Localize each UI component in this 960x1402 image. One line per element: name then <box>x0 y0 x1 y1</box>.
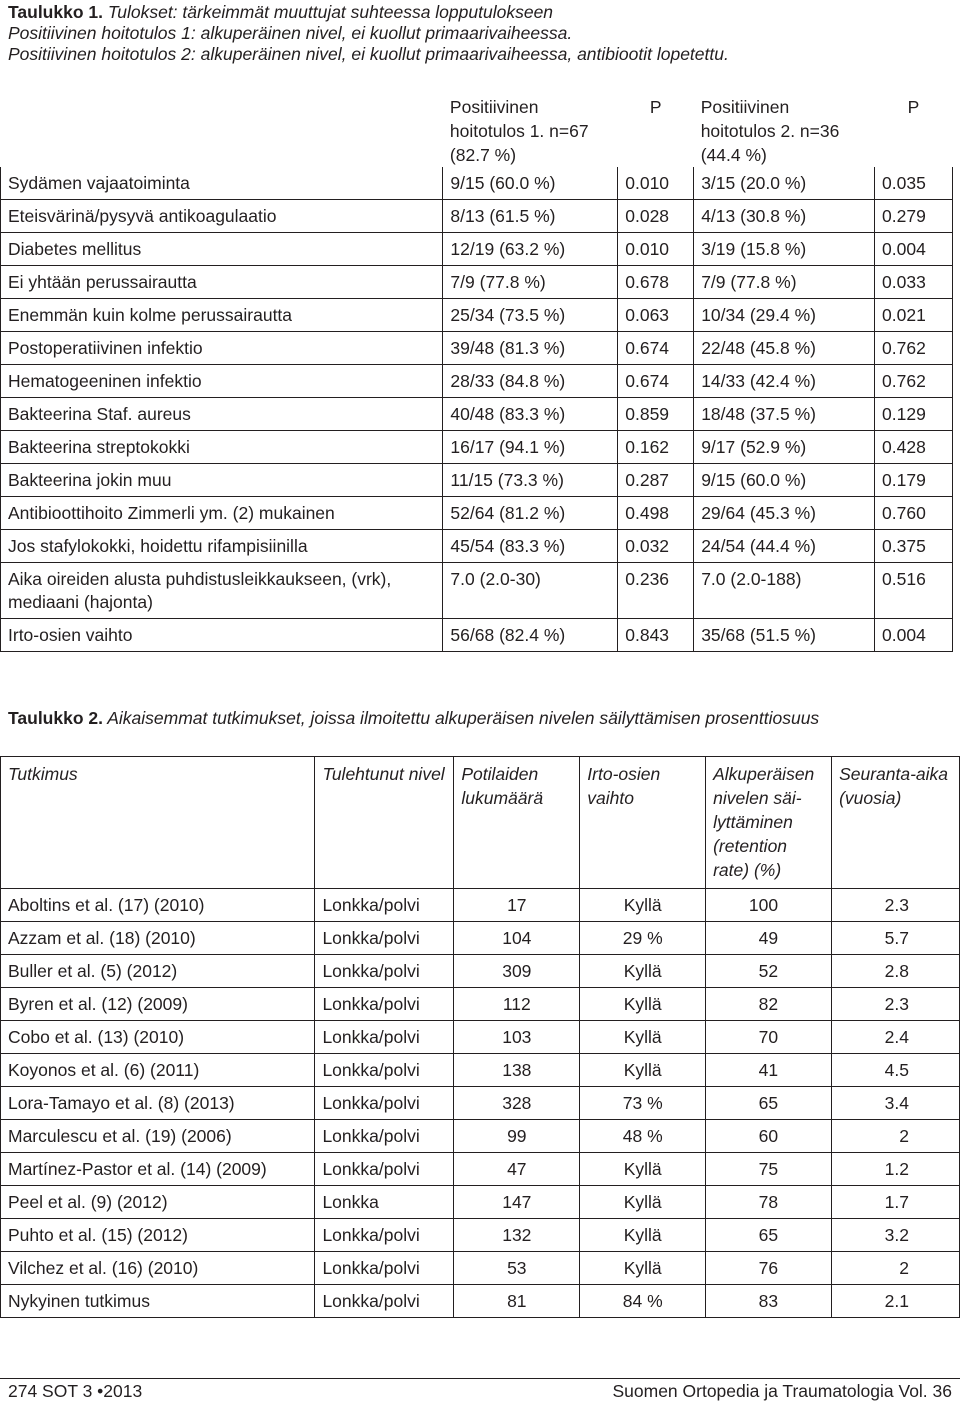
table1-value-cell: 0.843 <box>618 619 694 652</box>
footer-right: Suomen Ortopedia ja Traumatologia Vol. 36 <box>612 1381 952 1401</box>
table1-value-cell: 29/64 (45.3 %) <box>694 497 875 530</box>
table2-value-cell: 103 <box>454 1021 580 1054</box>
table2-value-cell: Kyllä <box>580 1219 706 1252</box>
table2-value-cell: 112 <box>454 988 580 1021</box>
table2-value-cell: 2.3 <box>832 889 960 922</box>
table1-row <box>1 266 953 299</box>
table1-value-cell: 22/48 (45.8 %) <box>694 332 875 365</box>
table1-value-cell: 0.287 <box>618 464 694 497</box>
table2-value-cell: Kyllä <box>580 889 706 922</box>
table1-value-cell: 18/48 (37.5 %) <box>694 398 875 431</box>
table2-study-cell: Aboltins et al. (17) (2010) <box>1 889 315 922</box>
table1-value-cell: 0.162 <box>618 431 694 464</box>
table2-value-cell: 65 <box>706 1087 832 1120</box>
results-table <box>0 92 953 652</box>
table2-value-cell: Lonkka/polvi <box>315 1252 454 1285</box>
table2-study-cell: Cobo et al. (13) (2010) <box>1 1021 315 1054</box>
table2-value-cell: 47 <box>454 1153 580 1186</box>
table1-caption-line3: Positiivinen hoitotulos 2: alkuperäinen nivel, ei kuollut primaarivaiheessa, antibiootit lopetettu. <box>8 44 729 64</box>
table2-study-cell: Marculescu et al. (19) (2006) <box>1 1120 315 1153</box>
table1-header-cell: Positiivinen hoitotulos 1. n=67 (82.7 %) <box>449 97 589 165</box>
table1-row-label: Antibioottihoito Zimmerli ym. (2) mukainen <box>1 497 443 530</box>
table1-value-cell: 0.428 <box>875 431 953 464</box>
table1-caption-line2: Positiivinen hoitotulos 1: alkuperäinen nivel, ei kuollut primaarivaiheessa. <box>8 23 573 43</box>
table1-value-cell: 8/13 (61.5 %) <box>443 200 618 233</box>
table2-value-cell: 49 <box>706 922 832 955</box>
table2-study-cell: Lora-Tamayo et al. (8) (2013) <box>1 1087 315 1120</box>
table1-row <box>1 464 953 497</box>
table2-value-cell: Lonkka/polvi <box>315 1153 454 1186</box>
table2-value-cell: 99 <box>454 1120 580 1153</box>
table1-caption-text: Tulokset: tärkeimmät muuttujat suhteessa lopputulokseen <box>102 2 554 22</box>
table1-row-label: Aika oireiden alusta puhdistusleikkaukseen, (vrk), mediaani (hajonta) <box>1 563 443 619</box>
table2-row <box>1 1021 960 1054</box>
table1-row-label: Jos stafylokokki, hoidettu rifampisiinilla <box>1 530 443 563</box>
table2-caption-label: Taulukko 2. <box>8 708 103 728</box>
table2-value-cell: 3.4 <box>832 1087 960 1120</box>
table2-study-cell: Byren et al. (12) (2009) <box>1 988 315 1021</box>
table2-study-cell: Martínez-Pastor et al. (14) (2009) <box>1 1153 315 1186</box>
table1-value-cell: 7/9 (77.8 %) <box>443 266 618 299</box>
table1-value-cell: 3/19 (15.8 %) <box>694 233 875 266</box>
table1-header-cell: Positiivinen hoitotulos 2. n=36 (44.4 %) <box>700 97 840 165</box>
table2-value-cell: Kyllä <box>580 1252 706 1285</box>
table2-row <box>1 889 960 922</box>
table2-row <box>1 1285 960 1318</box>
table2-value-cell: 53 <box>454 1252 580 1285</box>
table1-value-cell: 0.010 <box>618 167 694 200</box>
table1-value-cell: 0.129 <box>875 398 953 431</box>
table2-value-cell: Lonkka/polvi <box>315 988 454 1021</box>
table2-header-cell: Seuranta-aika (vuosia) <box>832 757 960 889</box>
footer-rule <box>0 1378 960 1379</box>
table1-value-cell: 56/68 (82.4 %) <box>443 619 618 652</box>
table1-value-cell: 3/15 (20.0 %) <box>694 167 875 200</box>
table1-value-cell: 4/13 (30.8 %) <box>694 200 875 233</box>
table2-header-cell: Alkuperäisen nivelen säi-lyttäminen (retention rate) (%) <box>706 757 832 889</box>
table2-value-cell: 138 <box>454 1054 580 1087</box>
table1-value-cell: 24/54 (44.4 %) <box>694 530 875 563</box>
table2-header-row <box>1 757 960 889</box>
table1-value-cell: 9/15 (60.0 %) <box>694 464 875 497</box>
table2-value-cell: 70 <box>706 1021 832 1054</box>
table2-value-cell: Kyllä <box>580 988 706 1021</box>
table2-value-cell: 328 <box>454 1087 580 1120</box>
table1-header-cell <box>1 92 443 167</box>
table2-value-cell: 17 <box>454 889 580 922</box>
table1-row-label: Postoperatiivinen infektio <box>1 332 443 365</box>
table2-value-cell: 3.2 <box>832 1219 960 1252</box>
table2-header-cell: Potilaiden lukumäärä <box>454 757 580 889</box>
table1-value-cell: 10/34 (29.4 %) <box>694 299 875 332</box>
table2-value-cell: Lonkka/polvi <box>315 1219 454 1252</box>
table1-value-cell: 35/68 (51.5 %) <box>694 619 875 652</box>
table1-value-cell: 0.678 <box>618 266 694 299</box>
table1-value-cell: 25/34 (73.5 %) <box>443 299 618 332</box>
table1-row-label: Hematogeeninen infektio <box>1 365 443 398</box>
table1-header-row <box>1 92 953 167</box>
table1-value-cell: 16/17 (94.1 %) <box>443 431 618 464</box>
table2-value-cell: 104 <box>454 922 580 955</box>
table2-value-cell: 2 <box>832 1252 960 1285</box>
table1-value-cell: 7.0 (2.0-30) <box>443 563 618 619</box>
table2-row <box>1 955 960 988</box>
table2-value-cell: 52 <box>706 955 832 988</box>
table2-value-cell: 1.7 <box>832 1186 960 1219</box>
table2-value-cell: 147 <box>454 1186 580 1219</box>
table2-value-cell: Lonkka/polvi <box>315 1087 454 1120</box>
table2-header-cell: Irto-osien vaihto <box>580 757 706 889</box>
table1-value-cell: 0.674 <box>618 365 694 398</box>
table1-value-cell: 0.762 <box>875 365 953 398</box>
table1-caption-label: Taulukko 1. <box>8 2 103 22</box>
table2-header-cell: Tutkimus <box>1 757 315 889</box>
table2-study-cell: Vilchez et al. (16) (2010) <box>1 1252 315 1285</box>
table2-value-cell: 48 % <box>580 1120 706 1153</box>
table1-row-label: Bakteerina jokin muu <box>1 464 443 497</box>
table2-value-cell: Lonkka/polvi <box>315 1120 454 1153</box>
table1-value-cell: 0.674 <box>618 332 694 365</box>
table1-row-label: Ei yhtään perussairautta <box>1 266 443 299</box>
table1-caption <box>8 2 729 65</box>
table1-value-cell: 0.033 <box>875 266 953 299</box>
table1-value-cell: 14/33 (42.4 %) <box>694 365 875 398</box>
table1-row-label: Diabetes mellitus <box>1 233 443 266</box>
table2-row <box>1 1219 960 1252</box>
table2-row <box>1 922 960 955</box>
table2-value-cell: 5.7 <box>832 922 960 955</box>
table1-header-cell: P <box>907 97 920 117</box>
table2-study-cell: Azzam et al. (18) (2010) <box>1 922 315 955</box>
table2-row <box>1 1153 960 1186</box>
table2-caption-text: Aikaisemmat tutkimukset, joissa ilmoitettu alkuperäisen nivelen säilyttämisen prosenttiosuus <box>102 708 820 728</box>
table1-row <box>1 431 953 464</box>
table1-value-cell: 52/64 (81.2 %) <box>443 497 618 530</box>
table2-value-cell: Lonkka/polvi <box>315 955 454 988</box>
table2-value-cell: Kyllä <box>580 1186 706 1219</box>
table2-caption <box>8 708 819 729</box>
table2-value-cell: Kyllä <box>580 955 706 988</box>
table2-value-cell: 76 <box>706 1252 832 1285</box>
table1-row <box>1 299 953 332</box>
table2-value-cell: Lonkka/polvi <box>315 889 454 922</box>
table2-value-cell: 2 <box>832 1120 960 1153</box>
table1-row <box>1 365 953 398</box>
table2-value-cell: 2.4 <box>832 1021 960 1054</box>
table2-study-cell: Nykyinen tutkimus <box>1 1285 315 1318</box>
table1-value-cell: 40/48 (83.3 %) <box>443 398 618 431</box>
table2-study-cell: Buller et al. (5) (2012) <box>1 955 315 988</box>
table2-value-cell: 65 <box>706 1219 832 1252</box>
table2-study-cell: Peel et al. (9) (2012) <box>1 1186 315 1219</box>
table1-value-cell: 45/54 (83.3 %) <box>443 530 618 563</box>
table1-value-cell: 0.375 <box>875 530 953 563</box>
table2-row <box>1 1186 960 1219</box>
table1-row-label: Sydämen vajaatoiminta <box>1 167 443 200</box>
table2-value-cell: 309 <box>454 955 580 988</box>
table2-value-cell: 82 <box>706 988 832 1021</box>
table1-value-cell: 0.236 <box>618 563 694 619</box>
table1-value-cell: 7/9 (77.8 %) <box>694 266 875 299</box>
table1-value-cell: 0.498 <box>618 497 694 530</box>
table2-header-cell: Tulehtunut nivel <box>315 757 454 889</box>
table2-value-cell: 78 <box>706 1186 832 1219</box>
table2-value-cell: 83 <box>706 1285 832 1318</box>
table2-value-cell: Lonkka/polvi <box>315 1054 454 1087</box>
table1-value-cell: 7.0 (2.0-188) <box>694 563 875 619</box>
table1-value-cell: 0.063 <box>618 299 694 332</box>
table2-value-cell: 2.8 <box>832 955 960 988</box>
table2-value-cell: Lonkka <box>315 1186 454 1219</box>
table2-study-cell: Koyonos et al. (6) (2011) <box>1 1054 315 1087</box>
table2-row <box>1 1252 960 1285</box>
table1-value-cell: 0.004 <box>875 619 953 652</box>
table1-value-cell: 12/19 (63.2 %) <box>443 233 618 266</box>
table2-value-cell: 2.3 <box>832 988 960 1021</box>
table2-value-cell: 75 <box>706 1153 832 1186</box>
table2-value-cell: Lonkka/polvi <box>315 922 454 955</box>
table1-row <box>1 530 953 563</box>
table1-value-cell: 0.032 <box>618 530 694 563</box>
table2-row <box>1 1120 960 1153</box>
table1-value-cell: 0.004 <box>875 233 953 266</box>
table1-header-cell: P <box>649 97 662 117</box>
table1-value-cell: 9/15 (60.0 %) <box>443 167 618 200</box>
table2-value-cell: 29 % <box>580 922 706 955</box>
table1-value-cell: 0.028 <box>618 200 694 233</box>
table2-value-cell: Kyllä <box>580 1054 706 1087</box>
table1-row-label: Bakteerina Staf. aureus <box>1 398 443 431</box>
table2-value-cell: Kyllä <box>580 1021 706 1054</box>
table1-row <box>1 332 953 365</box>
table2-value-cell: 100 <box>706 889 832 922</box>
table1-row <box>1 563 953 619</box>
table2-value-cell: 2.1 <box>832 1285 960 1318</box>
footer-left: 274 SOT 3 •2013 <box>8 1381 143 1401</box>
previous-studies-table <box>0 756 960 1318</box>
table1-value-cell: 39/48 (81.3 %) <box>443 332 618 365</box>
table2-value-cell: Kyllä <box>580 1153 706 1186</box>
table1-value-cell: 0.010 <box>618 233 694 266</box>
table1-value-cell: 0.760 <box>875 497 953 530</box>
table2-value-cell: 1.2 <box>832 1153 960 1186</box>
table2-row <box>1 988 960 1021</box>
table1-value-cell: 11/15 (73.3 %) <box>443 464 618 497</box>
table1-value-cell: 28/33 (84.8 %) <box>443 365 618 398</box>
table1-row <box>1 497 953 530</box>
table1-value-cell: 0.179 <box>875 464 953 497</box>
table1-row <box>1 619 953 652</box>
table1-value-cell: 0.035 <box>875 167 953 200</box>
table2-value-cell: Lonkka/polvi <box>315 1021 454 1054</box>
table1-value-cell: 0.516 <box>875 563 953 619</box>
table2-value-cell: 84 % <box>580 1285 706 1318</box>
table1-row-label: Eteisvärinä/pysyvä antikoagulaatio <box>1 200 443 233</box>
table1-value-cell: 0.859 <box>618 398 694 431</box>
table1-value-cell: 0.762 <box>875 332 953 365</box>
table1-row <box>1 167 953 200</box>
table2-value-cell: 132 <box>454 1219 580 1252</box>
table2-value-cell: 60 <box>706 1120 832 1153</box>
table2-value-cell: 4.5 <box>832 1054 960 1087</box>
table1-row-label: Enemmän kuin kolme perussairautta <box>1 299 443 332</box>
table1-row <box>1 233 953 266</box>
table2-study-cell: Puhto et al. (15) (2012) <box>1 1219 315 1252</box>
table1-value-cell: 9/17 (52.9 %) <box>694 431 875 464</box>
table1-row <box>1 398 953 431</box>
table2-row <box>1 1054 960 1087</box>
table2-row <box>1 1087 960 1120</box>
table1-row-label: Irto-osien vaihto <box>1 619 443 652</box>
table1-value-cell: 0.021 <box>875 299 953 332</box>
table2-value-cell: 81 <box>454 1285 580 1318</box>
table2-value-cell: 73 % <box>580 1087 706 1120</box>
table1-row-label: Bakteerina streptokokki <box>1 431 443 464</box>
table1-row <box>1 200 953 233</box>
table2-value-cell: Lonkka/polvi <box>315 1285 454 1318</box>
table1-value-cell: 0.279 <box>875 200 953 233</box>
table2-value-cell: 41 <box>706 1054 832 1087</box>
